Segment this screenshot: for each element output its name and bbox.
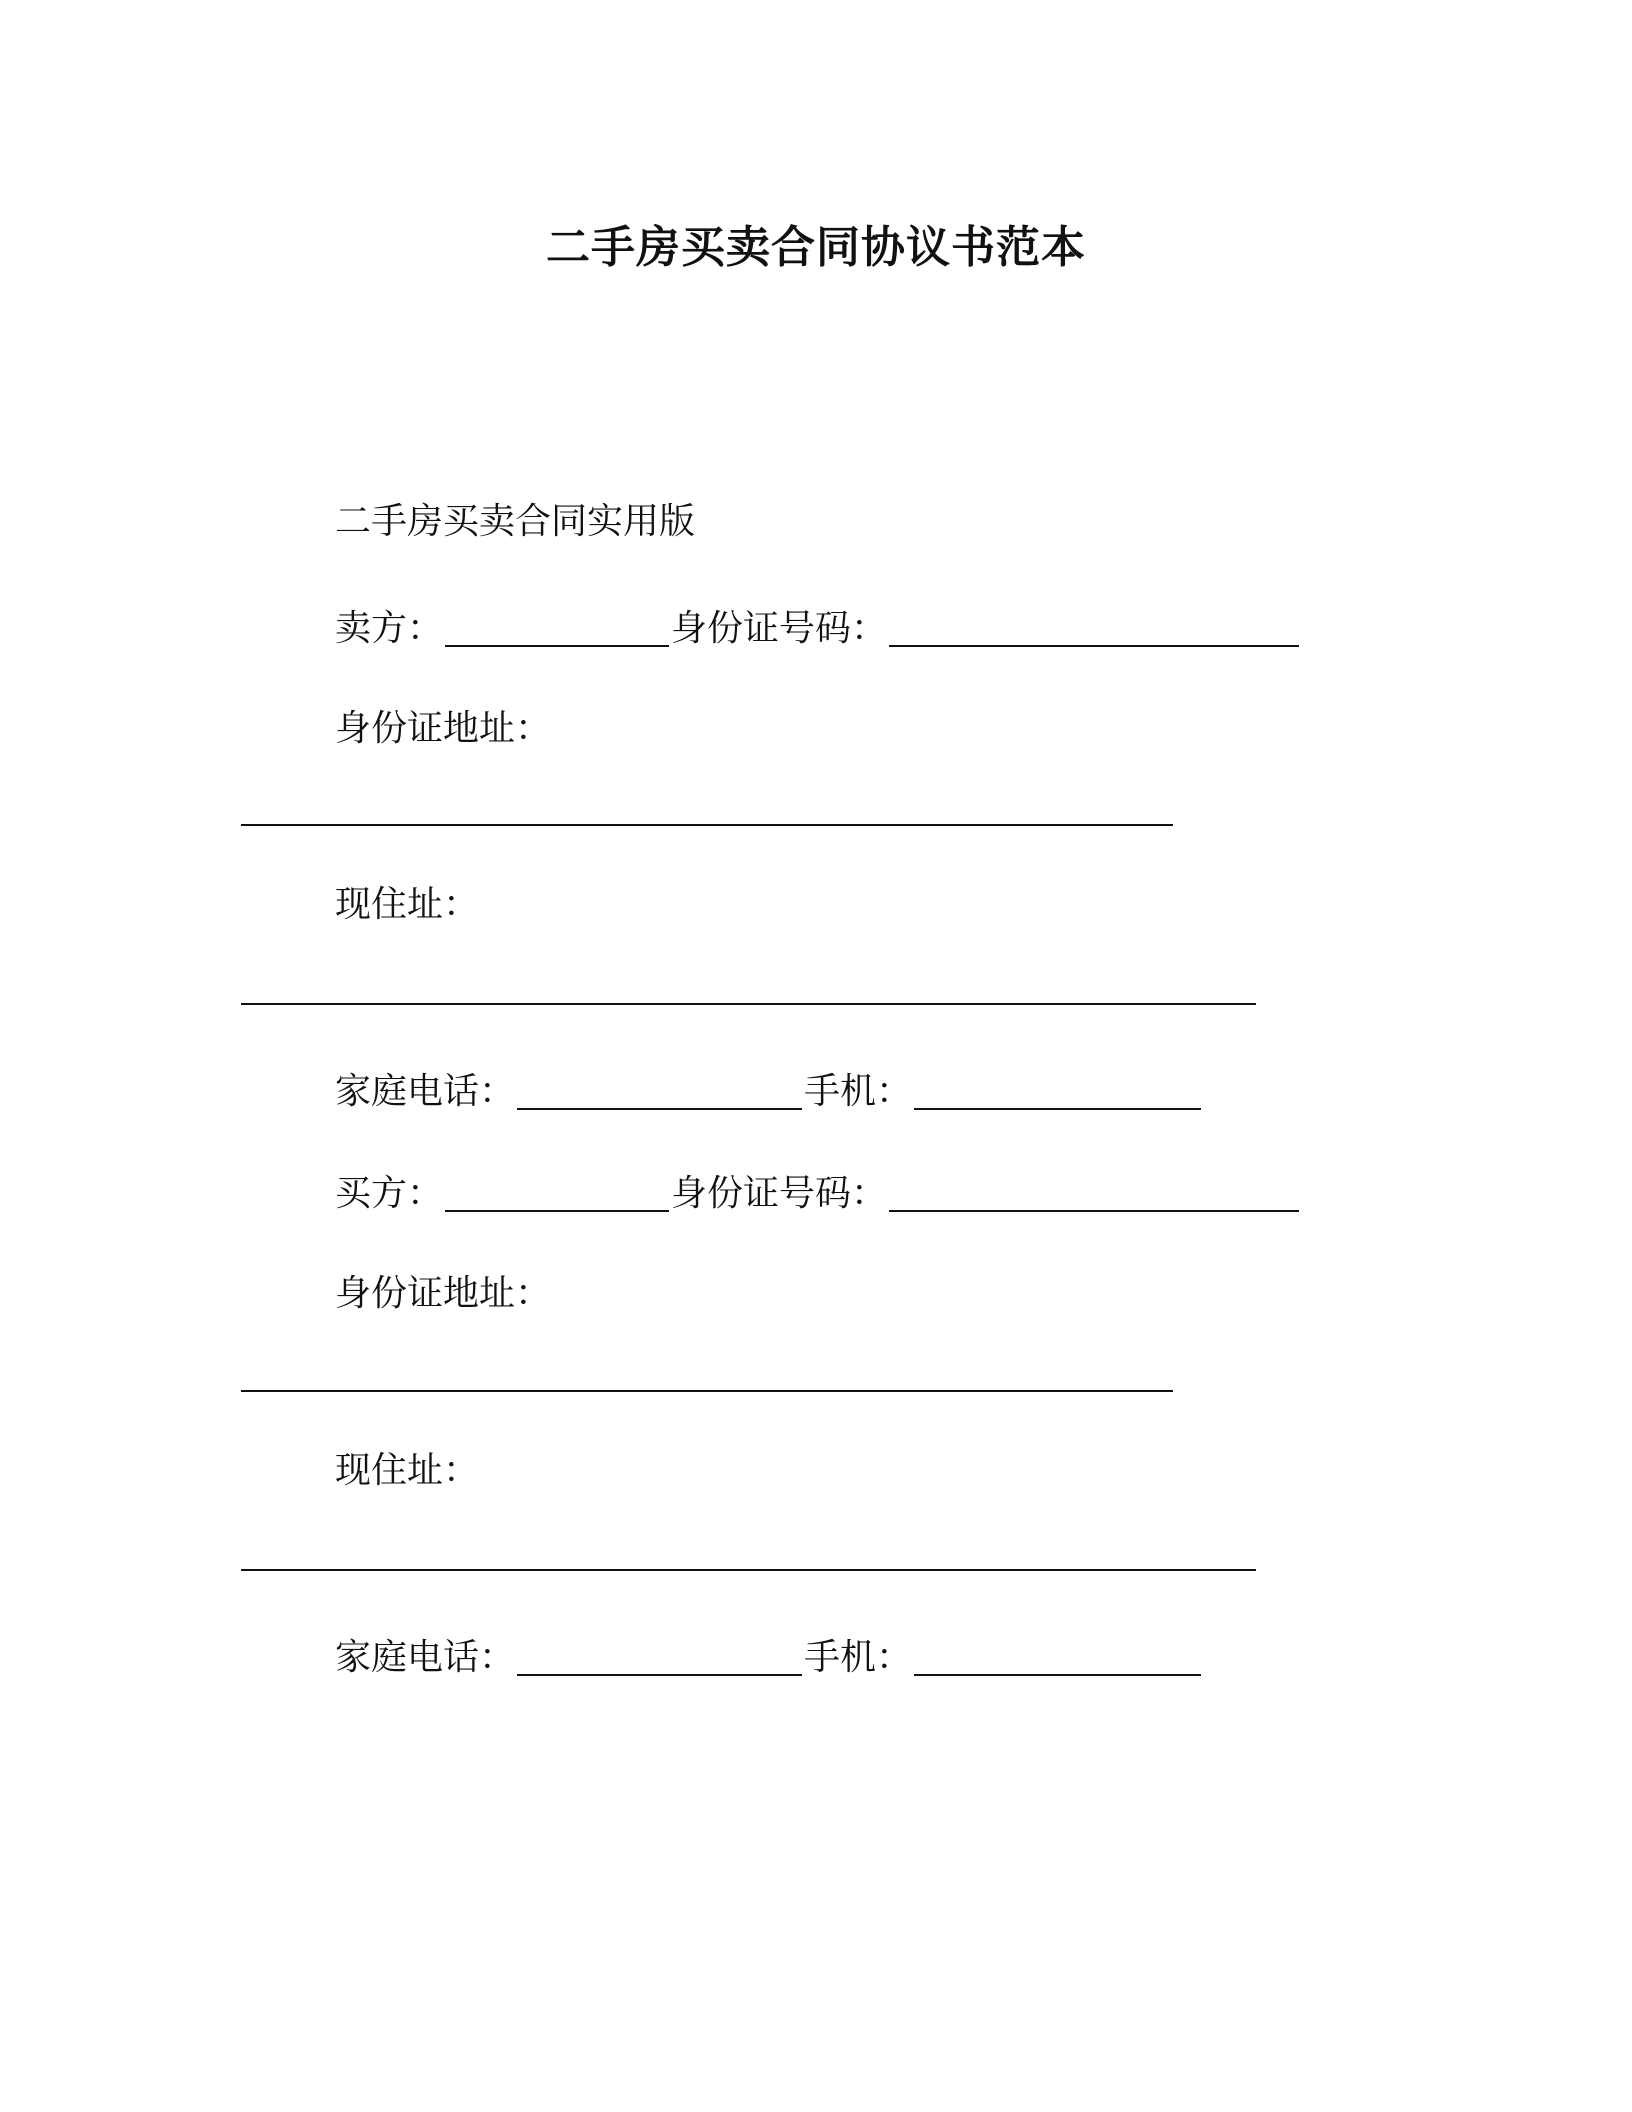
buyer-current-address-label: 现住址： xyxy=(335,1450,480,1491)
buyer-mobile-blank[interactable] xyxy=(914,1634,1201,1676)
buyer-mobile-label: 手机： xyxy=(804,1637,913,1678)
buyer-id-address-blank[interactable] xyxy=(241,1344,1173,1392)
seller-name-row xyxy=(335,605,1301,653)
seller-mobile-label: 手机： xyxy=(804,1071,913,1112)
buyer-home-phone-label: 家庭电话： xyxy=(335,1637,516,1678)
seller-id-address-label: 身份证地址： xyxy=(335,708,552,749)
seller-mobile-blank[interactable] xyxy=(914,1068,1201,1110)
buyer-id-number-label: 身份证号码： xyxy=(671,1173,888,1214)
buyer-label: 买方： xyxy=(335,1173,444,1214)
buyer-phone-row xyxy=(335,1634,1203,1682)
seller-current-address-blank[interactable] xyxy=(241,957,1256,1005)
seller-id-number-label: 身份证号码： xyxy=(671,608,888,649)
seller-name-blank[interactable] xyxy=(445,605,669,647)
document-title: 二手房买卖合同协议书范本 xyxy=(546,222,1086,273)
seller-label: 卖方： xyxy=(335,608,444,649)
buyer-id-address-label: 身份证地址： xyxy=(335,1273,552,1314)
seller-id-number-blank[interactable] xyxy=(889,605,1299,647)
seller-id-address-blank[interactable] xyxy=(241,778,1173,826)
document-subtitle: 二手房买卖合同实用版 xyxy=(335,501,696,542)
seller-phone-row xyxy=(335,1068,1203,1116)
buyer-id-number-blank[interactable] xyxy=(889,1170,1299,1212)
seller-current-address-label: 现住址： xyxy=(335,884,480,925)
buyer-name-blank[interactable] xyxy=(445,1170,669,1212)
seller-home-phone-blank[interactable] xyxy=(517,1068,802,1110)
buyer-name-row xyxy=(335,1170,1301,1218)
buyer-current-address-blank[interactable] xyxy=(241,1523,1256,1571)
buyer-home-phone-blank[interactable] xyxy=(517,1634,802,1676)
seller-home-phone-label: 家庭电话： xyxy=(335,1071,516,1112)
